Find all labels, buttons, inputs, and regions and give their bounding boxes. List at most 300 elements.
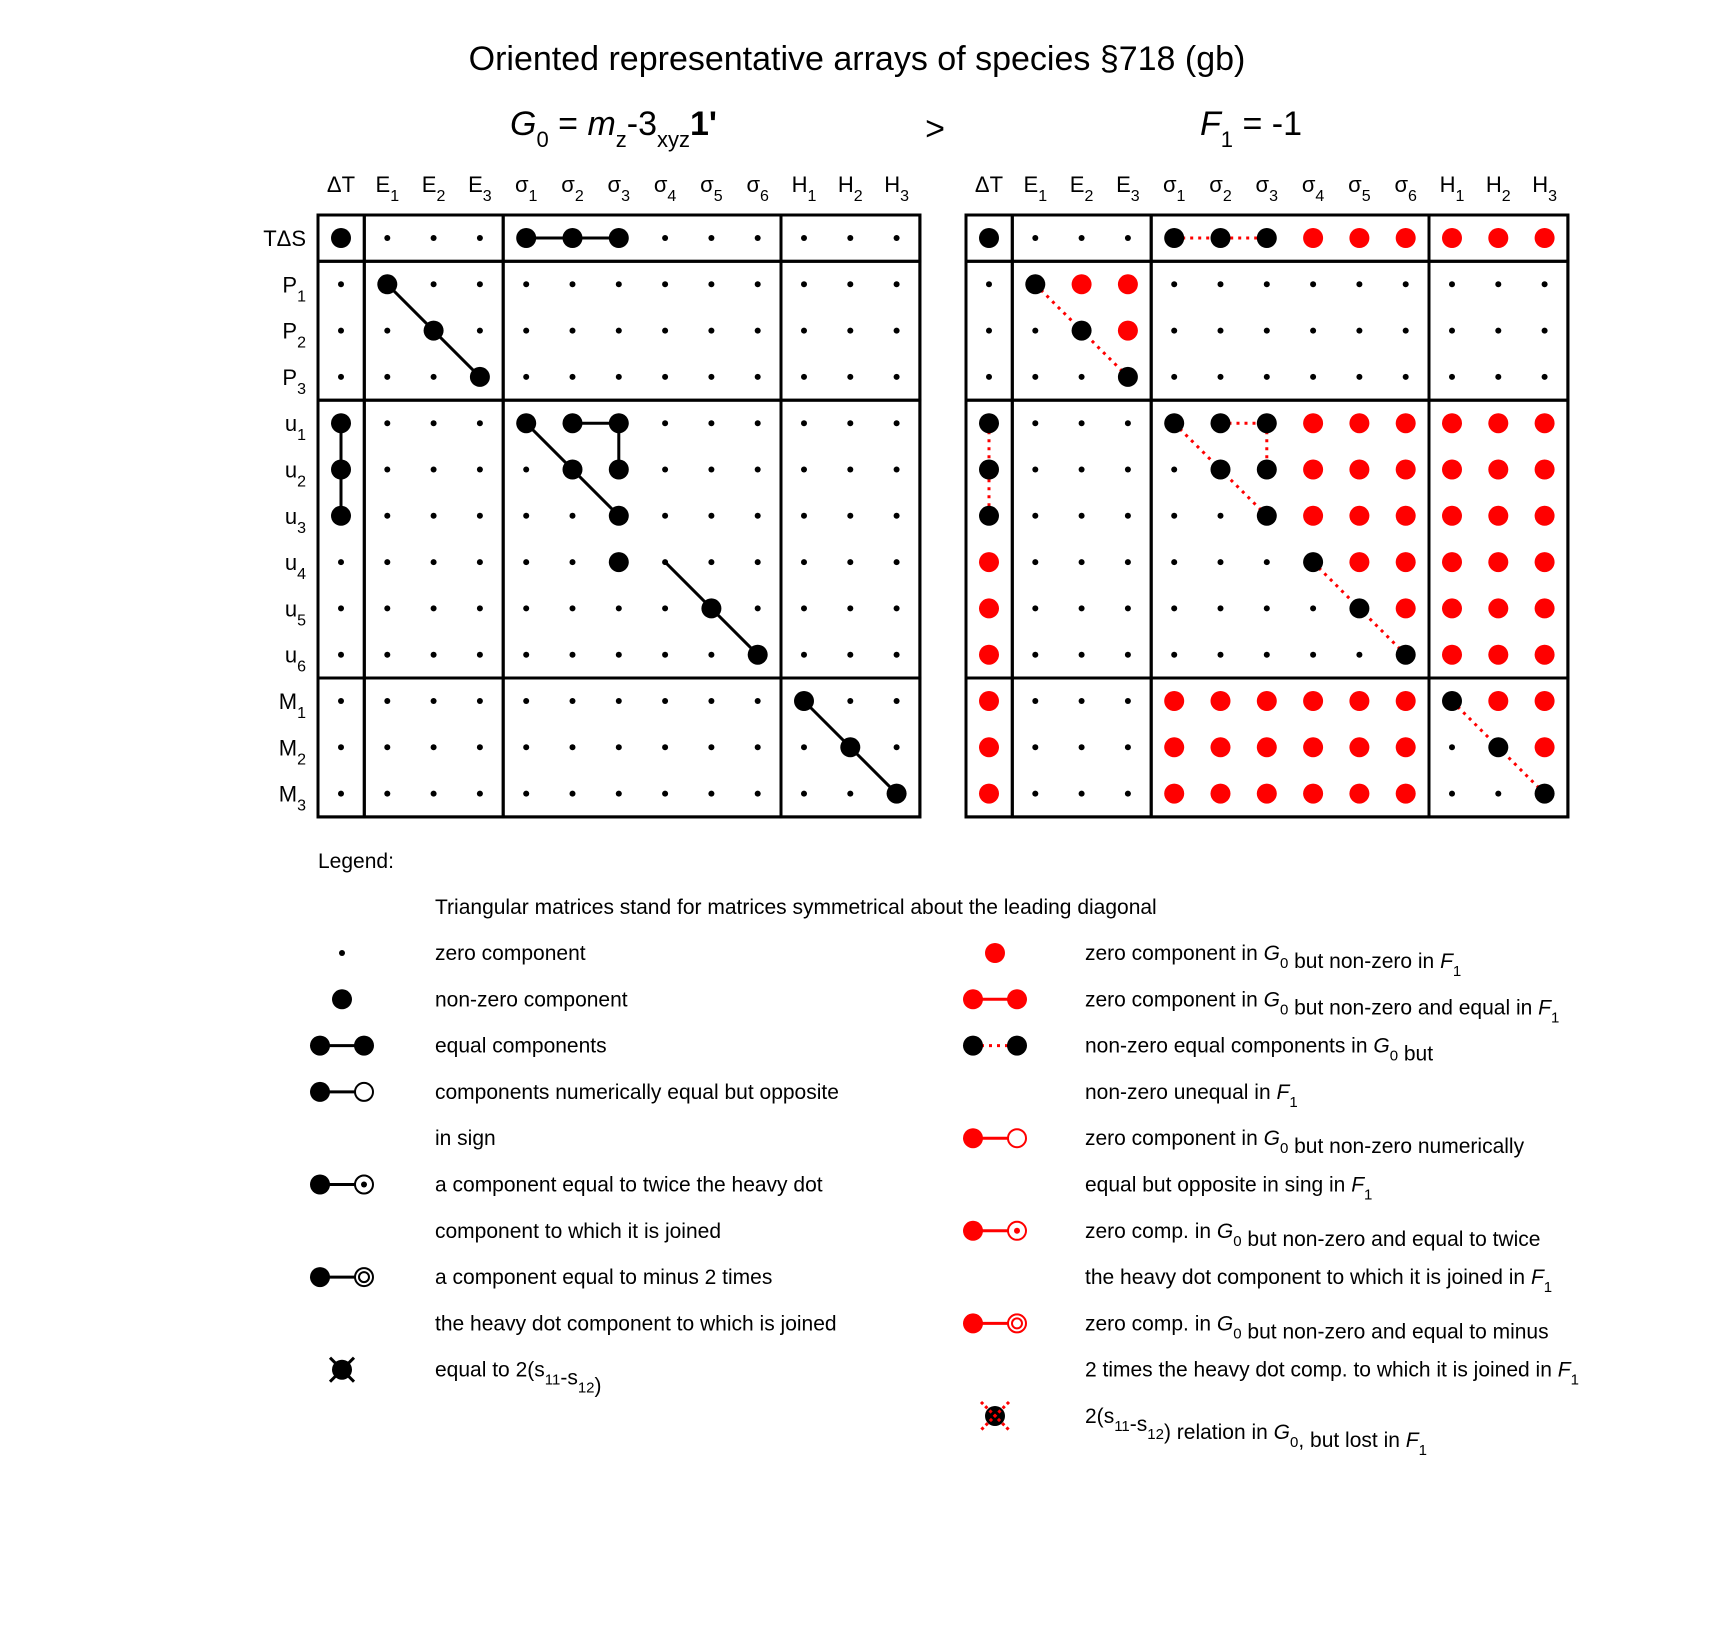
left-zero-dot <box>431 605 437 611</box>
legend-right-text: the heavy dot component to which it is joined in $F_1$ <box>1085 1266 1553 1297</box>
right-zero-dot <box>1079 374 1085 380</box>
right-red-dot <box>1349 228 1369 248</box>
right-red-dot <box>1349 506 1369 526</box>
left-zero-dot <box>616 652 622 658</box>
left-zero-dot <box>847 513 853 519</box>
left-nonzero-dot <box>516 228 536 248</box>
left-zero-dot <box>477 791 483 797</box>
right-red-dot <box>1303 691 1323 711</box>
right-nonzero-dot <box>1488 737 1508 757</box>
left-zero-dot <box>570 328 576 334</box>
left-block <box>503 261 781 400</box>
left-zero-dot <box>431 420 437 426</box>
right-red-dot <box>1257 784 1277 804</box>
left-zero-dot <box>384 559 390 565</box>
right-red-dot <box>1442 552 1462 572</box>
left-zero-dot <box>523 281 529 287</box>
left-nonzero-dot <box>563 460 583 480</box>
left-zero-dot <box>894 744 900 750</box>
right-red-dot <box>1442 228 1462 248</box>
right-zero-dot <box>1171 328 1177 334</box>
right-zero-dot <box>1125 235 1131 241</box>
left-zero-dot <box>431 791 437 797</box>
left-column-label: $H_3$ <box>884 172 909 205</box>
right-nonzero-dot <box>979 460 999 480</box>
row-label: $u_3$ <box>284 503 306 537</box>
left-zero-dot <box>431 559 437 565</box>
legend-left-text: a component equal to minus 2 times <box>435 1266 773 1290</box>
right-red-dot <box>1535 228 1555 248</box>
left-zero-dot <box>755 605 761 611</box>
left-zero-dot <box>662 420 668 426</box>
left-zero-dot <box>708 328 714 334</box>
left-zero-dot <box>523 374 529 380</box>
left-nonzero-dot <box>887 784 907 804</box>
right-column-label: $\sigma_6$ <box>1394 172 1417 205</box>
right-column-label: $E_1$ <box>1023 172 1048 205</box>
right-zero-dot <box>1171 374 1177 380</box>
left-zero-dot <box>384 791 390 797</box>
left-zero-dot <box>523 467 529 473</box>
right-nonzero-dot <box>1025 274 1045 294</box>
right-column-label: $\sigma_2$ <box>1209 172 1232 205</box>
right-nonzero-dot <box>1535 784 1555 804</box>
left-nonzero-dot <box>701 598 721 618</box>
right-column-label: $E_3$ <box>1116 172 1140 205</box>
right-zero-dot <box>1171 652 1177 658</box>
left-zero-dot <box>801 235 807 241</box>
legend-right-text: non-zero equal components in $G_0$ but <box>1085 1034 1434 1066</box>
right-zero-dot <box>1079 652 1085 658</box>
right-zero-dot <box>1171 467 1177 473</box>
left-zero-dot <box>662 559 668 565</box>
left-zero-dot <box>801 744 807 750</box>
left-zero-dot <box>894 281 900 287</box>
left-zero-dot <box>431 744 437 750</box>
left-zero-dot <box>384 652 390 658</box>
legend-left-text: zero component <box>435 942 586 965</box>
right-red-dot <box>979 737 999 757</box>
legend-right-text: zero component in $G_0$ but non-zero numerically <box>1085 1127 1525 1159</box>
right-red-dot <box>979 784 999 804</box>
left-zero-dot <box>616 698 622 704</box>
left-block <box>364 400 503 678</box>
right-zero-dot <box>1356 281 1362 287</box>
right-nonzero-dot <box>1349 598 1369 618</box>
right-red-dot <box>1072 274 1092 294</box>
row-label: $M_1$ <box>278 689 306 722</box>
right-zero-dot <box>1032 513 1038 519</box>
right-red-dot <box>1488 552 1508 572</box>
right-zero-dot <box>1079 467 1085 473</box>
right-red-dot <box>1396 737 1416 757</box>
right-red-dot <box>1488 691 1508 711</box>
right-zero-dot <box>1032 559 1038 565</box>
right-red-dot <box>979 691 999 711</box>
right-zero-dot <box>1032 420 1038 426</box>
left-zero-dot <box>477 467 483 473</box>
left-zero-dot <box>384 328 390 334</box>
left-zero-dot <box>477 281 483 287</box>
right-red-dot <box>1442 460 1462 480</box>
dotted-pair-icon <box>963 1036 1027 1056</box>
big-dot-icon <box>332 989 352 1009</box>
right-zero-dot <box>1032 467 1038 473</box>
left-zero-dot <box>847 467 853 473</box>
left-zero-dot <box>708 698 714 704</box>
left-zero-dot <box>431 513 437 519</box>
left-nonzero-dot <box>331 413 351 433</box>
right-nonzero-dot <box>1257 506 1277 526</box>
right-zero-dot <box>1310 281 1316 287</box>
left-zero-dot <box>523 698 529 704</box>
legend-group <box>310 850 1579 1459</box>
left-zero-dot <box>708 744 714 750</box>
right-column-label: $H_3$ <box>1532 172 1557 205</box>
row-label: $P_1$ <box>282 272 306 306</box>
left-zero-dot <box>570 791 576 797</box>
right-zero-dot <box>1218 559 1224 565</box>
legend-left-text: non-zero component <box>435 988 628 1012</box>
left-heading-g: G <box>510 105 537 143</box>
right-zero-dot <box>1032 744 1038 750</box>
right-zero-dot <box>1079 235 1085 241</box>
red-opposite-pair-icon <box>963 1128 1026 1148</box>
right-column-label: $\sigma_4$ <box>1301 172 1325 205</box>
left-zero-dot <box>708 374 714 380</box>
left-zero-dot <box>847 652 853 658</box>
opposite-pair-icon <box>310 1082 373 1102</box>
right-column-label: $H_1$ <box>1439 172 1465 205</box>
right-zero-dot <box>1032 605 1038 611</box>
right-zero-dot <box>1264 605 1270 611</box>
left-zero-dot <box>523 744 529 750</box>
left-zero-dot <box>894 328 900 334</box>
left-zero-dot <box>847 605 853 611</box>
right-zero-dot <box>1218 328 1224 334</box>
right-zero-dot <box>1079 744 1085 750</box>
left-zero-dot <box>662 605 668 611</box>
left-zero-dot <box>662 698 668 704</box>
right-red-dot <box>1303 228 1323 248</box>
left-zero-dot <box>431 652 437 658</box>
right-column-label: $E_2$ <box>1069 172 1094 205</box>
right-red-dot <box>1396 228 1416 248</box>
right-red-dot <box>1535 460 1555 480</box>
right-zero-dot <box>1310 652 1316 658</box>
left-zero-dot <box>431 374 437 380</box>
left-zero-dot <box>477 559 483 565</box>
right-zero-dot <box>1218 281 1224 287</box>
right-zero-dot <box>1032 328 1038 334</box>
right-zero-dot <box>1264 374 1270 380</box>
right-block <box>1429 400 1568 678</box>
left-zero-dot <box>894 235 900 241</box>
legend-left-text: in sign <box>435 1127 496 1151</box>
right-heading: $F_1 = -1$ <box>1200 105 1303 152</box>
left-zero-dot <box>384 698 390 704</box>
row-label: $P_3$ <box>282 364 306 398</box>
right-block <box>1012 400 1151 678</box>
left-zero-dot <box>847 281 853 287</box>
right-zero-dot <box>1218 605 1224 611</box>
right-nonzero-dot <box>1442 691 1462 711</box>
left-zero-dot <box>570 374 576 380</box>
left-column-label: $\sigma_6$ <box>746 172 769 205</box>
left-zero-dot <box>523 328 529 334</box>
right-red-dot <box>1442 645 1462 665</box>
left-nonzero-dot <box>609 228 629 248</box>
right-red-dot <box>1303 737 1323 757</box>
left-zero-dot <box>477 513 483 519</box>
left-block <box>781 400 920 678</box>
legend-right-text: non-zero unequal in $F_1$ <box>1085 1080 1298 1111</box>
left-zero-dot <box>523 791 529 797</box>
left-zero-dot <box>755 467 761 473</box>
right-red-dot <box>1164 784 1184 804</box>
right-zero-dot <box>1356 328 1362 334</box>
left-zero-dot <box>755 698 761 704</box>
left-zero-dot <box>384 513 390 519</box>
left-zero-dot <box>801 281 807 287</box>
left-zero-dot <box>477 420 483 426</box>
right-zero-dot <box>1032 698 1038 704</box>
legend-right-text: zero component in $G_0$ but non-zero in $F_1$ <box>1085 942 1462 980</box>
left-zero-dot <box>523 559 529 565</box>
right-red-dot <box>1118 274 1138 294</box>
right-red-dot <box>1396 460 1416 480</box>
left-nonzero-dot <box>470 367 490 387</box>
right-red-dot <box>1396 413 1416 433</box>
right-zero-dot <box>1449 791 1455 797</box>
right-red-dot <box>1396 506 1416 526</box>
left-matrix <box>263 172 920 817</box>
right-zero-dot <box>1264 652 1270 658</box>
left-column-label: $\sigma_3$ <box>607 172 631 205</box>
right-red-dot <box>1303 460 1323 480</box>
right-red-dot <box>1396 784 1416 804</box>
left-zero-dot <box>708 791 714 797</box>
right-red-dot <box>1535 413 1555 433</box>
right-nonzero-dot <box>1257 413 1277 433</box>
left-zero-dot <box>708 559 714 565</box>
right-nonzero-dot <box>1118 367 1138 387</box>
right-zero-dot <box>1542 374 1548 380</box>
twice-pair-icon <box>310 1175 373 1195</box>
right-red-dot <box>1442 598 1462 618</box>
left-nonzero-dot <box>331 506 351 526</box>
right-red-dot <box>1164 737 1184 757</box>
left-zero-dot <box>338 281 344 287</box>
left-zero-dot <box>801 513 807 519</box>
left-zero-dot <box>894 420 900 426</box>
red-dot-icon <box>985 943 1005 963</box>
left-zero-dot <box>477 698 483 704</box>
left-zero-dot <box>662 467 668 473</box>
left-zero-dot <box>477 744 483 750</box>
row-label: $u_1$ <box>284 411 306 445</box>
left-nonzero-dot <box>331 228 351 248</box>
right-red-dot <box>1164 691 1184 711</box>
right-red-dot <box>1211 691 1231 711</box>
legend-right-text: zero comp. in $G_0$ but non-zero and equal to minus <box>1085 1312 1549 1344</box>
legend-right-text: zero comp. in $G_0$ but non-zero and equal to twice <box>1085 1219 1541 1251</box>
red-crossed-dot-icon <box>981 1402 1009 1430</box>
right-nonzero-dot <box>1303 552 1323 572</box>
comparison-symbol: > <box>925 110 945 148</box>
right-matrix <box>966 172 1568 817</box>
right-red-dot <box>1488 413 1508 433</box>
right-zero-dot <box>1403 281 1409 287</box>
left-zero-dot <box>477 605 483 611</box>
left-zero-dot <box>523 652 529 658</box>
left-zero-dot <box>755 744 761 750</box>
right-zero-dot <box>1495 374 1501 380</box>
legend-heading: Legend: <box>318 850 394 873</box>
left-zero-dot <box>662 328 668 334</box>
legend-left-text: equal components <box>435 1034 607 1058</box>
right-zero-dot <box>1125 744 1131 750</box>
right-zero-dot <box>986 281 992 287</box>
right-zero-dot <box>1264 328 1270 334</box>
left-zero-dot <box>338 744 344 750</box>
right-red-dot <box>1535 552 1555 572</box>
right-red-dot <box>1488 645 1508 665</box>
right-nonzero-dot <box>979 506 999 526</box>
left-zero-dot <box>847 791 853 797</box>
right-zero-dot <box>1356 374 1362 380</box>
right-zero-dot <box>1218 374 1224 380</box>
right-red-dot <box>1303 506 1323 526</box>
right-block <box>1151 261 1429 400</box>
right-zero-dot <box>1125 652 1131 658</box>
left-zero-dot <box>847 698 853 704</box>
right-red-dot <box>1535 645 1555 665</box>
right-zero-dot <box>1171 605 1177 611</box>
right-column-label: ΔT <box>974 172 1004 197</box>
right-red-dot <box>1442 506 1462 526</box>
crossed-dot-icon <box>330 1358 354 1382</box>
small-dot-icon <box>339 950 345 956</box>
left-zero-dot <box>523 605 529 611</box>
right-column-label: $\sigma_5$ <box>1348 172 1371 205</box>
left-zero-dot <box>570 744 576 750</box>
right-zero-dot <box>1449 744 1455 750</box>
left-zero-dot <box>801 652 807 658</box>
left-zero-dot <box>755 791 761 797</box>
left-zero-dot <box>338 605 344 611</box>
right-zero-dot <box>1218 652 1224 658</box>
left-zero-dot <box>708 513 714 519</box>
left-zero-dot <box>338 374 344 380</box>
left-zero-dot <box>477 235 483 241</box>
right-red-dot <box>1535 737 1555 757</box>
left-zero-dot <box>338 559 344 565</box>
row-label: $M_2$ <box>278 735 306 769</box>
left-zero-dot <box>755 420 761 426</box>
right-zero-dot <box>1032 374 1038 380</box>
red-minus-two-pair-icon <box>963 1313 1026 1333</box>
left-column-label: $H_1$ <box>791 172 817 205</box>
right-red-dot <box>1303 413 1323 433</box>
right-zero-dot <box>1403 374 1409 380</box>
left-column-label: $\sigma_1$ <box>514 172 538 205</box>
left-zero-dot <box>801 420 807 426</box>
left-zero-dot <box>616 605 622 611</box>
left-zero-dot <box>708 652 714 658</box>
right-block <box>1151 678 1429 817</box>
left-zero-dot <box>616 791 622 797</box>
right-nonzero-dot <box>1257 228 1277 248</box>
row-label: $u_2$ <box>284 457 306 491</box>
left-nonzero-dot <box>609 460 629 480</box>
right-red-dot <box>1488 506 1508 526</box>
right-zero-dot <box>1449 374 1455 380</box>
left-nonzero-dot <box>794 691 814 711</box>
right-zero-dot <box>1264 559 1270 565</box>
left-zero-dot <box>338 698 344 704</box>
left-zero-dot <box>708 235 714 241</box>
left-zero-dot <box>338 328 344 334</box>
left-nonzero-dot <box>377 274 397 294</box>
right-red-dot <box>1211 784 1231 804</box>
left-zero-dot <box>384 744 390 750</box>
right-red-dot <box>979 552 999 572</box>
left-zero-dot <box>662 513 668 519</box>
left-zero-dot <box>755 374 761 380</box>
left-zero-dot <box>477 328 483 334</box>
right-zero-dot <box>1079 698 1085 704</box>
left-zero-dot <box>431 235 437 241</box>
diagram-title: Oriented representative arrays of species §718 (gb) <box>468 40 1246 78</box>
right-zero-dot <box>1125 791 1131 797</box>
right-red-dot <box>1535 506 1555 526</box>
right-zero-dot <box>1495 791 1501 797</box>
right-zero-dot <box>1310 374 1316 380</box>
right-red-dot <box>1303 784 1323 804</box>
left-zero-dot <box>384 605 390 611</box>
left-zero-dot <box>801 374 807 380</box>
right-zero-dot <box>1449 281 1455 287</box>
left-zero-dot <box>616 374 622 380</box>
left-zero-dot <box>570 652 576 658</box>
right-nonzero-dot <box>1257 460 1277 480</box>
row-label: $P_2$ <box>282 318 306 352</box>
right-zero-dot <box>1542 328 1548 334</box>
left-nonzero-dot <box>516 413 536 433</box>
right-column-label: $\sigma_3$ <box>1255 172 1279 205</box>
left-zero-dot <box>662 235 668 241</box>
right-zero-dot <box>1171 559 1177 565</box>
right-column-label: $H_2$ <box>1485 172 1511 205</box>
left-zero-dot <box>570 559 576 565</box>
left-zero-dot <box>847 374 853 380</box>
left-zero-dot <box>662 791 668 797</box>
right-zero-dot <box>1125 513 1131 519</box>
legend-right-text: equal but opposite in sing in $F_1$ <box>1085 1173 1373 1204</box>
right-zero-dot <box>1125 559 1131 565</box>
right-zero-dot <box>1171 513 1177 519</box>
left-zero-dot <box>662 281 668 287</box>
left-nonzero-dot <box>609 506 629 526</box>
left-column-label: $E_3$ <box>468 172 492 205</box>
left-zero-dot <box>894 652 900 658</box>
right-red-dot <box>1349 460 1369 480</box>
left-nonzero-dot <box>563 413 583 433</box>
left-zero-dot <box>662 744 668 750</box>
right-nonzero-dot <box>1211 228 1231 248</box>
right-nonzero-dot <box>1164 413 1184 433</box>
